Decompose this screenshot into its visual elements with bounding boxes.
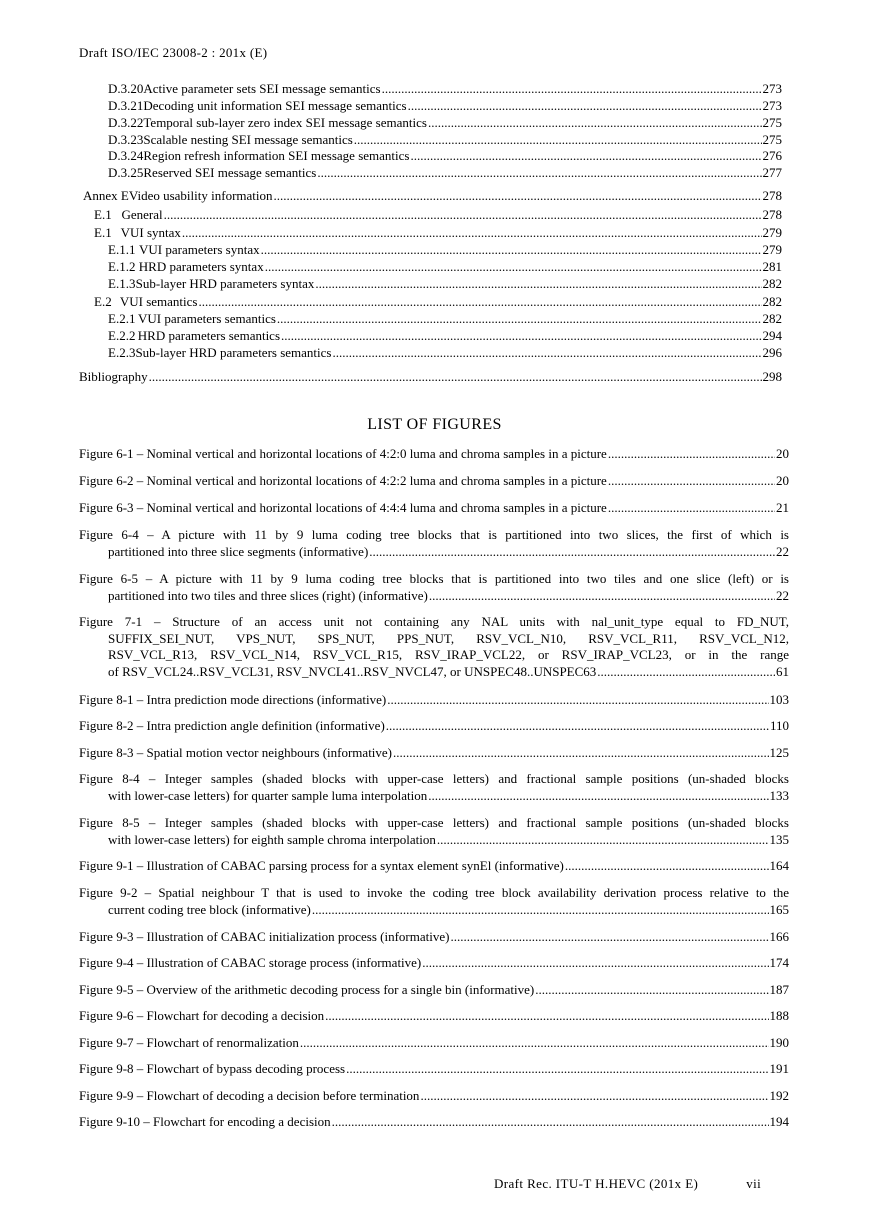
footer-page-number: vii — [746, 1176, 762, 1191]
figure-entry[interactable] — [79, 815, 789, 848]
toc-entry-title: Decoding unit information SEI message semantics — [143, 98, 407, 113]
toc-entry-page: 281 — [762, 259, 782, 274]
figure-entry[interactable] — [79, 446, 789, 463]
figure-entry-title-line: partitioned into three slice segments (informative) — [108, 543, 369, 559]
dot-leader — [382, 81, 762, 97]
toc-entry-title: Reserved SEI message semantics — [143, 165, 317, 180]
toc-entry-number: E.1 — [94, 225, 112, 240]
toc-entry-title: Scalable nesting SEI message semantics — [143, 132, 353, 147]
figure-entry-title: Figure 9-7 – Flowchart of renormalization — [79, 1035, 299, 1050]
figure-entry-page: 133 — [769, 787, 789, 803]
figure-entry-title-line: Figure 8-5 – Integer samples (shaded blocks with upper-case letters) and fractional sample positions (un-shaded blocks — [79, 815, 789, 830]
figure-entry-page: 20 — [776, 446, 789, 461]
figure-entry-title-line: Figure 9-2 – Spatial neighbour T that is used to invoke the coding tree block availability derivation process relative to the — [79, 885, 789, 900]
figure-entry[interactable] — [79, 692, 789, 709]
dot-leader — [597, 664, 775, 681]
toc-entry[interactable] — [94, 225, 782, 241]
figure-entry[interactable] — [79, 473, 789, 490]
dot-leader — [437, 832, 769, 849]
toc-entry-title: Sub-layer HRD parameters syntax — [135, 276, 315, 291]
dot-leader — [182, 225, 762, 241]
dot-leader — [261, 242, 762, 258]
toc-entry-title: VUI parameters semantics — [138, 311, 276, 326]
dot-leader — [608, 446, 775, 463]
figure-entry-page: 194 — [769, 1114, 789, 1129]
dot-leader — [317, 165, 761, 181]
figure-entry-title: Figure 9-4 – Illustration of CABAC storage process (informative) — [79, 955, 422, 970]
dot-leader — [315, 276, 761, 292]
toc-entry[interactable] — [108, 165, 782, 181]
figure-entry-title: Figure 9-6 – Flowchart for decoding a decision — [79, 1008, 325, 1023]
toc-entry-title: Temporal sub-layer zero index SEI message semantics — [143, 115, 427, 130]
toc-entry-page: 276 — [762, 148, 782, 163]
figure-entry-title: Figure 9-1 – Illustration of CABAC parsing process for a syntax element synEl (informative) — [79, 858, 564, 873]
toc-entry-page: 279 — [762, 225, 782, 240]
toc-entry[interactable] — [108, 242, 782, 258]
figure-entry-page: 103 — [769, 692, 789, 707]
dot-leader — [410, 148, 761, 164]
figure-entry-page: 187 — [769, 982, 789, 997]
figure-entry[interactable] — [79, 982, 789, 999]
toc-entry-page: 277 — [762, 165, 782, 180]
toc-entry-page: 296 — [762, 345, 782, 360]
figure-entry[interactable] — [79, 718, 789, 735]
figure-entry-page: 110 — [769, 718, 789, 733]
toc-entry-page: 278 — [762, 207, 782, 222]
toc-entry-title: Video usability information — [128, 188, 273, 203]
figure-entry-title-line: partitioned into two tiles and three slices (right) (informative) — [108, 587, 428, 603]
toc-entry-number: D.3.22 — [108, 115, 144, 130]
dot-leader — [354, 132, 762, 148]
footer-doc-ref: Draft Rec. ITU-T H.HEVC (201x E) — [494, 1176, 699, 1191]
figure-entry-title-line: of RSV_VCL24..RSV_VCL31, RSV_NVCL41..RSV_NVCL47, or UNSPEC48..UNSPEC63 — [108, 663, 597, 679]
list-of-figures-heading: LIST OF FIGURES — [367, 416, 502, 433]
figure-entry-title-line: Figure 6-4 – A picture with 11 by 9 luma coding tree blocks that is partitioned into two slices, the first of which is — [79, 527, 789, 542]
toc-entry-title: Sub-layer HRD parameters semantics — [135, 345, 332, 360]
figure-entry[interactable] — [79, 614, 789, 680]
figure-entry-page: 192 — [769, 1088, 789, 1103]
figure-entry[interactable] — [79, 1008, 789, 1025]
toc-entry[interactable] — [108, 132, 782, 148]
figure-entry-page: 174 — [769, 955, 789, 970]
figure-entry[interactable] — [79, 955, 789, 972]
toc-entry-number: E.2.2 — [108, 328, 136, 343]
figure-entry-title: Figure 9-5 – Overview of the arithmetic decoding process for a single bin (informative) — [79, 982, 535, 997]
toc-entry[interactable] — [108, 259, 782, 275]
dot-leader — [535, 982, 768, 999]
figure-entry-page: 166 — [769, 929, 789, 944]
figure-entry[interactable] — [79, 929, 789, 946]
figure-entry[interactable] — [79, 527, 789, 560]
dot-leader — [332, 1114, 769, 1131]
toc-entry-number: D.3.24 — [108, 148, 144, 163]
dot-leader — [387, 692, 768, 709]
figure-entry[interactable] — [79, 1088, 789, 1105]
figure-entry-title: Figure 6-2 – Nominal vertical and horizontal locations of 4:2:2 luma and chroma samples in a picture — [79, 473, 607, 488]
figure-entry[interactable] — [79, 500, 789, 517]
figure-entry[interactable] — [79, 858, 789, 875]
dot-leader — [274, 188, 762, 204]
toc-entry-number: E.1.2 — [108, 259, 136, 274]
dot-leader — [325, 1008, 768, 1025]
toc-entry[interactable] — [108, 148, 782, 164]
toc-entry-number: D.3.20 — [108, 81, 144, 96]
toc-entry-number: E.2.3 — [108, 345, 136, 360]
toc-entry-page: 282 — [762, 311, 782, 326]
toc-entry[interactable] — [108, 115, 782, 131]
toc-entry-title: HRD parameters syntax — [138, 259, 264, 274]
dot-leader — [393, 745, 768, 762]
toc-entry-page: 282 — [762, 276, 782, 291]
figure-entry[interactable] — [79, 1061, 789, 1078]
toc-entry-number: D.3.23 — [108, 132, 144, 147]
dot-leader — [265, 259, 762, 275]
figure-entry-title: Figure 8-3 – Spatial motion vector neighbours (informative) — [79, 745, 393, 760]
toc-entry[interactable] — [108, 345, 782, 361]
toc-entry-page: 298 — [762, 369, 782, 384]
toc-entry-number: E.2.1 — [108, 311, 136, 326]
dot-leader — [408, 98, 762, 114]
figure-entry-title: Figure 6-3 – Nominal vertical and horizontal locations of 4:4:4 luma and chroma samples in a picture — [79, 500, 607, 515]
dot-leader — [428, 788, 768, 805]
dot-leader — [300, 1035, 769, 1052]
figure-entry-title-line: current coding tree block (informative) — [108, 901, 311, 917]
toc-entry-page: 273 — [762, 98, 782, 113]
toc-entry-number: E.1.3 — [108, 276, 136, 291]
figure-entry-page: 188 — [769, 1008, 789, 1023]
dot-leader — [386, 718, 769, 735]
dot-leader — [608, 473, 775, 490]
figure-entry-title: Figure 9-10 – Flowchart for encoding a decision — [79, 1114, 331, 1129]
dot-leader — [277, 311, 762, 327]
toc-entry-title: VUI semantics — [119, 294, 198, 309]
figure-entry-page: 164 — [769, 858, 789, 873]
dot-leader — [565, 858, 769, 875]
dot-leader — [164, 207, 762, 223]
dot-leader — [450, 929, 768, 946]
toc-entry[interactable] — [94, 294, 782, 310]
figure-entry-title-line: Figure 8-4 – Integer samples (shaded blocks with upper-case letters) and fractional sample positions (un-shaded blocks — [79, 771, 789, 786]
figure-entry[interactable] — [79, 1114, 789, 1131]
toc-entry-title: Region refresh information SEI message semantics — [143, 148, 410, 163]
toc-entry-page: 282 — [762, 294, 782, 309]
figure-entry-title: Figure 8-1 – Intra prediction mode directions (informative) — [79, 692, 387, 707]
figure-entry[interactable] — [79, 885, 789, 918]
figure-entry-title: Figure 8-2 – Intra prediction angle definition (informative) — [79, 718, 385, 733]
toc-entry-title: Bibliography — [79, 369, 148, 384]
figure-entry-title: Figure 9-9 – Flowchart of decoding a decision before termination — [79, 1088, 420, 1103]
figure-entry-page: 22 — [776, 543, 789, 559]
dot-leader — [281, 328, 761, 344]
figure-entry[interactable] — [79, 771, 789, 804]
toc-entry[interactable] — [108, 276, 782, 292]
toc-entry-page: 273 — [762, 81, 782, 96]
figure-entry-page: 165 — [769, 901, 789, 917]
figure-entry-page: 21 — [776, 500, 789, 515]
toc-entry[interactable] — [79, 369, 782, 385]
toc-entry-title: VUI parameters syntax — [139, 242, 260, 257]
page-header: Draft ISO/IEC 23008-2 : 201x (E) — [79, 45, 268, 60]
figure-entry-title-line: with lower-case letters) for eighth sample chroma interpolation — [108, 831, 436, 847]
figure-entry-page: 20 — [776, 473, 789, 488]
toc-entry-page: 275 — [762, 132, 782, 147]
figure-entry-title-line: SUFFIX_SEI_NUT, VPS_NUT, SPS_NUT, PPS_NUT, RSV_VCL_N10, RSV_VCL_R11, RSV_VCL_N12, — [108, 630, 789, 646]
toc-entry[interactable] — [108, 311, 782, 327]
toc-entry[interactable] — [108, 98, 782, 114]
figure-entry-title: Figure 6-1 – Nominal vertical and horizontal locations of 4:2:0 luma and chroma samples in a picture — [79, 446, 607, 461]
figure-entry-title-line: with lower-case letters) for quarter sample luma interpolation — [108, 787, 428, 803]
toc-entry-page: 294 — [762, 328, 782, 343]
toc-entry-number: E.1.1 — [108, 242, 136, 257]
figure-entry-title-line: Figure 7-1 – Structure of an access unit not containing any NAL units with nal_unit_type equal to FD_NUT, — [79, 614, 789, 629]
toc-entry-page: 275 — [762, 115, 782, 130]
toc-entry-page: 279 — [762, 242, 782, 257]
dot-leader — [332, 345, 761, 361]
dot-leader — [428, 115, 762, 131]
dot-leader — [429, 588, 775, 605]
toc-entry-number: E.1 — [94, 207, 112, 222]
figure-entry[interactable] — [79, 1035, 789, 1052]
toc-entry-number: D.3.25 — [108, 165, 144, 180]
dot-leader — [420, 1088, 768, 1105]
toc-entry-title: Active parameter sets SEI message semantics — [143, 81, 381, 96]
figure-entry-page: 190 — [769, 1035, 789, 1050]
dot-leader — [198, 294, 761, 310]
figure-entry-page: 191 — [769, 1061, 789, 1076]
toc-entry-title: General — [121, 207, 163, 222]
dot-leader — [422, 955, 768, 972]
toc-entry[interactable] — [94, 207, 782, 223]
figure-entry-title: Figure 9-8 – Flowchart of bypass decoding process — [79, 1061, 346, 1076]
figure-entry-page: 22 — [776, 587, 789, 603]
dot-leader — [369, 544, 775, 561]
dot-leader — [346, 1061, 768, 1078]
figure-entry[interactable] — [79, 745, 789, 762]
figure-entry[interactable] — [79, 571, 789, 604]
figure-entry-title-line: Figure 6-5 – A picture with 11 by 9 luma coding tree blocks that is partitioned into two tiles and one slice (left) or is — [79, 571, 789, 586]
toc-entry-page: 278 — [762, 188, 782, 203]
toc-entry-title: HRD parameters semantics — [137, 328, 281, 343]
toc-entry[interactable] — [108, 81, 782, 97]
figure-entry-title: Figure 9-3 – Illustration of CABAC initialization process (informative) — [79, 929, 450, 944]
figure-entry-page: 61 — [776, 663, 789, 679]
toc-entry[interactable] — [108, 328, 782, 344]
toc-entry-title: VUI syntax — [120, 225, 181, 240]
page-footer — [494, 1176, 761, 1192]
dot-leader — [149, 369, 762, 385]
toc-entry-number: Annex E — [83, 188, 129, 203]
figure-entry-page: 135 — [769, 831, 789, 847]
toc-entry-number: D.3.21 — [108, 98, 144, 113]
toc-entry[interactable] — [83, 188, 782, 204]
dot-leader — [312, 902, 769, 919]
toc-entry-number: E.2 — [94, 294, 112, 309]
dot-leader — [608, 500, 775, 517]
figure-entry-page: 125 — [769, 745, 789, 760]
figure-entry-title-line: RSV_VCL_R13, RSV_VCL_N14, RSV_VCL_R15, RSV_IRAP_VCL22, or RSV_IRAP_VCL23, or in the range — [108, 647, 789, 663]
